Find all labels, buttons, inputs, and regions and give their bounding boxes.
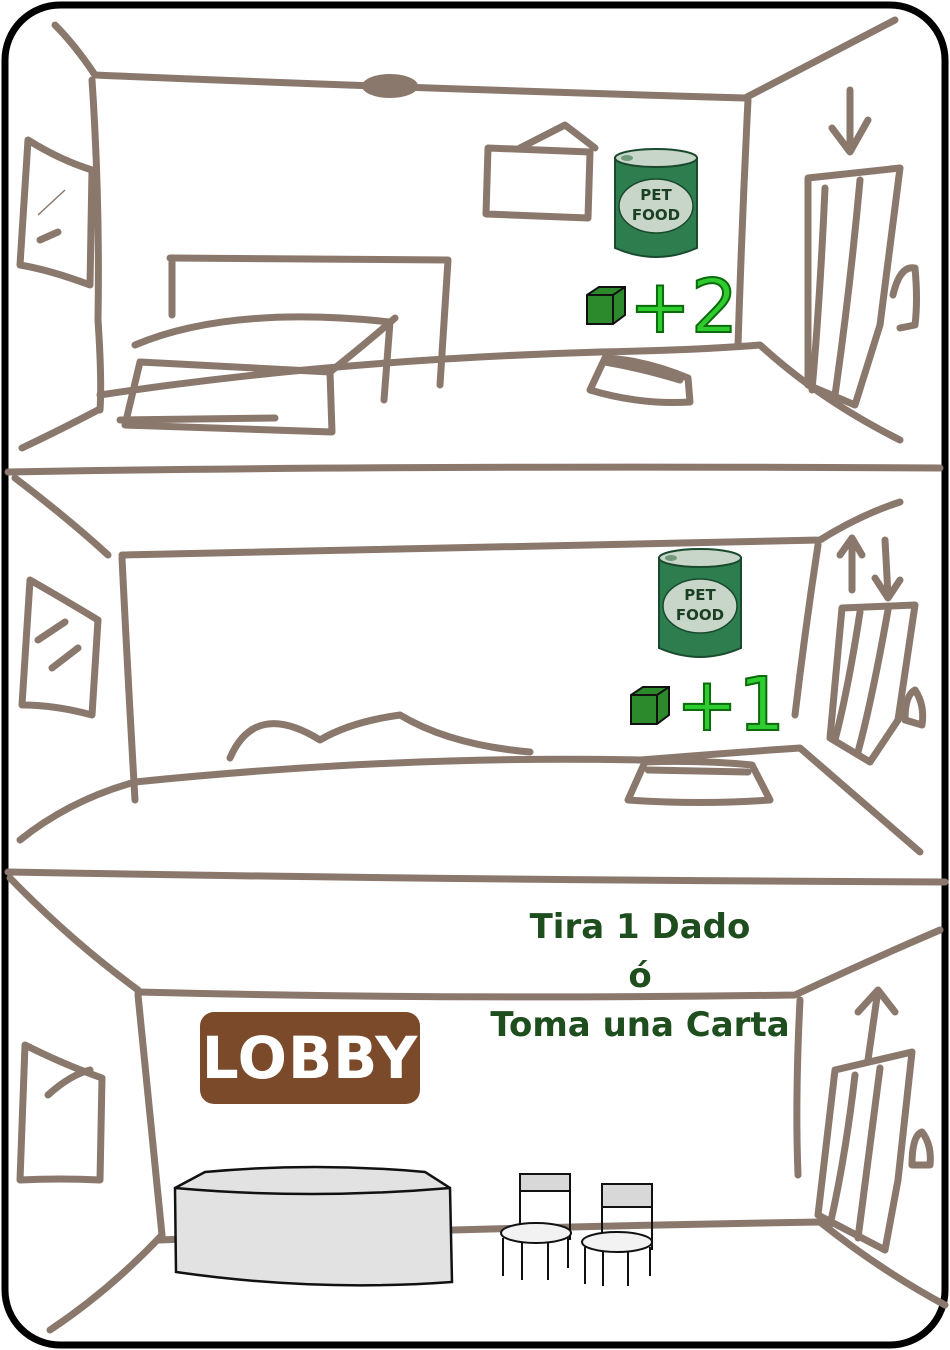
- can-label-line1: PET: [684, 586, 716, 604]
- green-cube-icon: [631, 687, 669, 724]
- can-label-line2: FOOD: [631, 206, 681, 224]
- lobby-sign-label: LOBBY: [201, 1024, 419, 1092]
- can-label-line1: PET: [640, 186, 672, 204]
- ceiling-lamp-icon: [362, 74, 418, 98]
- instruction-line-2: ó: [628, 956, 652, 996]
- instruction-line-3: Toma una Carta: [490, 1005, 790, 1045]
- bonus-value-top: +2: [629, 264, 739, 350]
- card-border: [5, 5, 945, 1345]
- pet-food-can-icon: [615, 149, 697, 257]
- green-cube-icon: [587, 287, 625, 324]
- lobby-sign: [200, 1012, 420, 1104]
- instruction-line-1: Tira 1 Dado: [529, 907, 751, 947]
- can-label-line2: FOOD: [675, 606, 725, 624]
- instruction-text: [490, 903, 790, 1050]
- reception-desk-icon: [175, 1167, 452, 1285]
- pet-food-can-icon: [659, 549, 741, 657]
- bonus-value-middle: +1: [676, 662, 786, 748]
- wall-right-line: [797, 1000, 800, 1175]
